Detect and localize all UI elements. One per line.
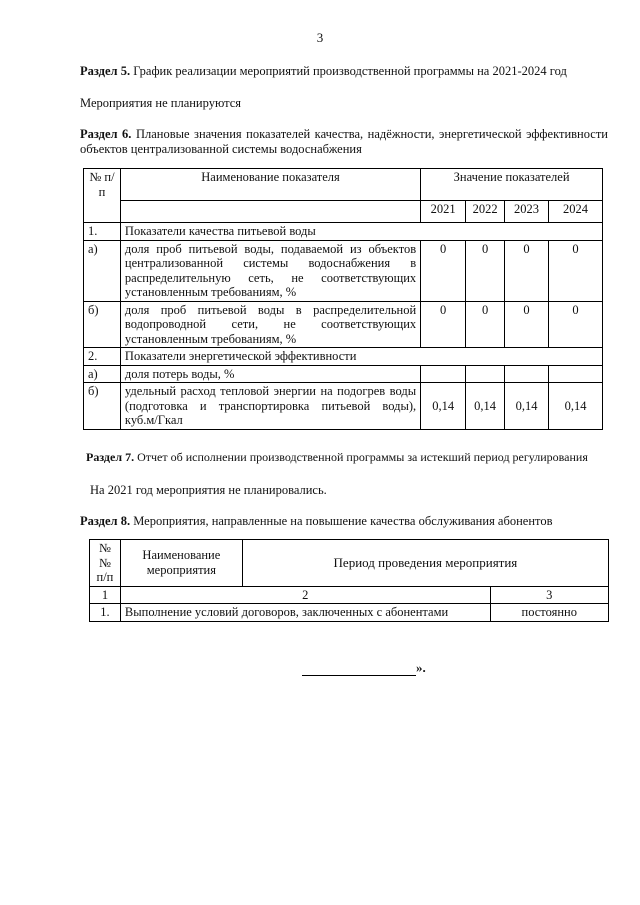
col-header-num: № п/п: [84, 169, 121, 223]
row-num: 1.: [84, 223, 121, 241]
group-title: Показатели качества питьевой воды: [120, 223, 602, 241]
section8-title: Мероприятия, направленные на повышение качества обслуживания абонентов: [133, 514, 553, 528]
value-2022: 0: [466, 301, 505, 348]
year-2021: 2021: [421, 201, 466, 223]
section8-heading: [80, 514, 552, 529]
row-num: б): [84, 383, 121, 430]
table-row: [90, 604, 609, 622]
page-number: 3: [316, 30, 324, 45]
section8-label: Раздел 8.: [80, 514, 131, 528]
col-header-period: Период проведения мероприятия: [242, 540, 608, 587]
value-2021: [421, 365, 466, 383]
table-row: [84, 223, 603, 241]
col-header-num: №№ п/п: [90, 540, 121, 587]
indicator-name: доля проб питьевой воды в распределительной водопроводной сети, не соответствующих установленным требованиям, %: [120, 301, 420, 348]
value-2024: 0,14: [549, 383, 603, 430]
value-2023: [505, 365, 549, 383]
section7-note: На 2021 год мероприятия не планировались.: [90, 483, 327, 497]
measure-period: постоянно: [490, 604, 608, 622]
row-num: а): [84, 240, 121, 301]
table-row: [84, 301, 603, 348]
value-2024: 0: [549, 240, 603, 301]
row-num: 1.: [90, 604, 121, 622]
signature-underline: [302, 665, 416, 676]
value-2022: 0,14: [466, 383, 505, 430]
indicator-name: доля проб питьевой воды, подаваемой из объектов централизованной системы водоснабжения в распределительную сеть, не соответствующих установленным требованиям, %: [120, 240, 420, 301]
closing-line: [302, 660, 426, 676]
value-2024: [549, 365, 603, 383]
col-header-name: Наименование мероприятия: [120, 540, 242, 587]
service-measures-table: [89, 539, 609, 622]
value-2023: 0: [505, 240, 549, 301]
value-2021: 0: [421, 301, 466, 348]
section6-title: Плановые значения показателей качества, надёжности, энергетической эффективности объектов централизованной системы водоснабжения: [80, 127, 608, 156]
indicator-name: удельный расход тепловой энергии на подогрев воды (подготовка и транспортировка питьевой воды), куб.м/Гкал: [120, 383, 420, 430]
group-title: Показатели энергетической эффективности: [120, 348, 602, 366]
row-num: 2.: [84, 348, 121, 366]
section6-label: Раздел 6.: [80, 127, 132, 141]
indicator-name: доля потерь воды, %: [120, 365, 420, 383]
value-2022: [466, 365, 505, 383]
col-header-name: Наименование показателя: [120, 169, 420, 201]
table-row: [84, 383, 603, 430]
table-row: [84, 365, 603, 383]
index-cell: 3: [490, 586, 608, 604]
table-row: [84, 240, 603, 301]
year-2024: 2024: [549, 201, 603, 223]
value-2023: 0: [505, 301, 549, 348]
section5-heading: [80, 64, 567, 79]
section7-label: Раздел 7.: [86, 450, 135, 464]
value-2021: 0: [421, 240, 466, 301]
section7-heading: [86, 450, 588, 465]
section5-title: График реализации мероприятий производственной программы на 2021-2024 год: [133, 64, 567, 78]
value-2022: 0: [466, 240, 505, 301]
section5-note: Мероприятия не планируются: [80, 96, 242, 110]
measure-name: Выполнение условий договоров, заключенных с абонентами: [120, 604, 490, 622]
indicators-table: [83, 168, 603, 430]
index-cell: 1: [90, 586, 121, 604]
row-num: б): [84, 301, 121, 348]
value-2024: 0: [549, 301, 603, 348]
value-2023: 0,14: [505, 383, 549, 430]
section5-label: Раздел 5.: [80, 64, 131, 78]
section7-title: Отчет об исполнении производственной программы за истекший период регулирования: [137, 450, 588, 464]
empty-cell: [120, 201, 420, 223]
row-num: а): [84, 365, 121, 383]
closing-quote: ».: [416, 660, 426, 675]
value-2021: 0,14: [421, 383, 466, 430]
year-2023: 2023: [505, 201, 549, 223]
col-header-values: Значение показателей: [421, 169, 603, 201]
index-cell: 2: [120, 586, 490, 604]
year-2022: 2022: [466, 201, 505, 223]
section6-heading: [80, 127, 608, 157]
table-row: [84, 348, 603, 366]
